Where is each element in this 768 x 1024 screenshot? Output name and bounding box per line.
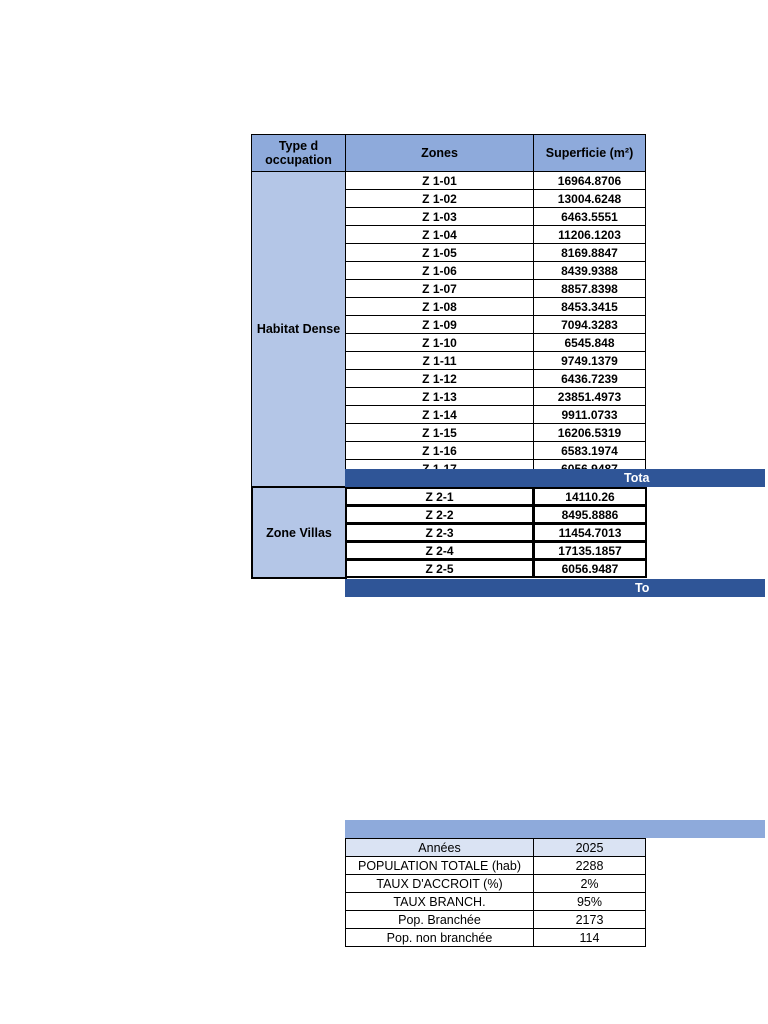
zone-cell: Z 1-07 [345, 279, 534, 298]
header-superficie: Superficie (m²) [533, 134, 646, 172]
type-zone-villas: Zone Villas [251, 486, 347, 579]
area-cell: 9911.0733 [533, 405, 646, 424]
population-value-cell: 2% [533, 874, 646, 893]
population-label-cell: POPULATION TOTALE (hab) [345, 856, 534, 875]
zone-cell: Z 1-10 [345, 333, 534, 352]
area-cell: 8857.8398 [533, 279, 646, 298]
area-cell: 6545.848 [533, 333, 646, 352]
area-cell: 6056.9487 [533, 559, 647, 578]
header-type [251, 134, 346, 172]
area-cell: 8169.8847 [533, 243, 646, 262]
area-cell: 9749.1379 [533, 351, 646, 370]
zone-cell: Z 1-01 [345, 171, 534, 190]
zone-cell: Z 1-15 [345, 423, 534, 442]
zone-cell: Z 1-11 [345, 351, 534, 370]
population-value-cell: 114 [533, 928, 646, 947]
total-bar-habitat-dense [345, 469, 765, 487]
zone-cell: Z 1-05 [345, 243, 534, 262]
population-value-cell: 95% [533, 892, 646, 911]
zone-cell: Z 2-5 [345, 559, 534, 578]
zone-cell: Z 1-16 [345, 441, 534, 460]
area-cell: 16206.5319 [533, 423, 646, 442]
zone-cell: Z 1-04 [345, 225, 534, 244]
zone-cell: Z 1-14 [345, 405, 534, 424]
zone-cell: Z 2-2 [345, 505, 534, 524]
area-cell: 13004.6248 [533, 189, 646, 208]
population-label-cell: Pop. non branchée [345, 928, 534, 947]
total-bar-zone-villas [345, 579, 765, 597]
area-cell: 6463.5551 [533, 207, 646, 226]
area-cell: 11206.1203 [533, 225, 646, 244]
population-value-cell: 2288 [533, 856, 646, 875]
area-cell: 8495.8886 [533, 505, 647, 524]
zone-cell: Z 1-08 [345, 297, 534, 316]
zone-cell: Z 2-3 [345, 523, 534, 542]
header-zones: Zones [345, 134, 534, 172]
population-header-bar [345, 820, 765, 838]
area-cell: 6436.7239 [533, 369, 646, 388]
type-habitat-dense: Habitat Dense [251, 171, 346, 487]
zone-cell: Z 1-02 [345, 189, 534, 208]
area-cell: 6583.1974 [533, 441, 646, 460]
area-cell: 17135.1857 [533, 541, 647, 560]
zone-cell: Z 1-12 [345, 369, 534, 388]
population-value-cell: 2025 [533, 838, 646, 857]
total-label: To [635, 581, 650, 595]
zone-cell: Z 2-4 [345, 541, 534, 560]
header-type-line1: Type d [278, 139, 319, 153]
total-label: Tota [624, 471, 650, 485]
header-type-line2: occupation [265, 153, 332, 167]
area-cell: 11454.7013 [533, 523, 647, 542]
area-cell: 16964.8706 [533, 171, 646, 190]
population-label-cell: Années [345, 838, 534, 857]
zone-cell: Z 2-1 [345, 487, 534, 506]
zone-cell: Z 1-03 [345, 207, 534, 226]
area-cell: 23851.4973 [533, 387, 646, 406]
zone-cell: Z 1-13 [345, 387, 534, 406]
area-cell: 8453.3415 [533, 297, 646, 316]
zone-cell: Z 1-09 [345, 315, 534, 334]
population-label-cell: TAUX D'ACCROIT (%) [345, 874, 534, 893]
header-type-text [265, 139, 332, 167]
area-cell: 8439.9388 [533, 261, 646, 280]
area-cell: 14110.26 [533, 487, 647, 506]
zone-cell: Z 1-06 [345, 261, 534, 280]
population-label-cell: Pop. Branchée [345, 910, 534, 929]
population-value-cell: 2173 [533, 910, 646, 929]
area-cell: 7094.3283 [533, 315, 646, 334]
population-label-cell: TAUX BRANCH. [345, 892, 534, 911]
